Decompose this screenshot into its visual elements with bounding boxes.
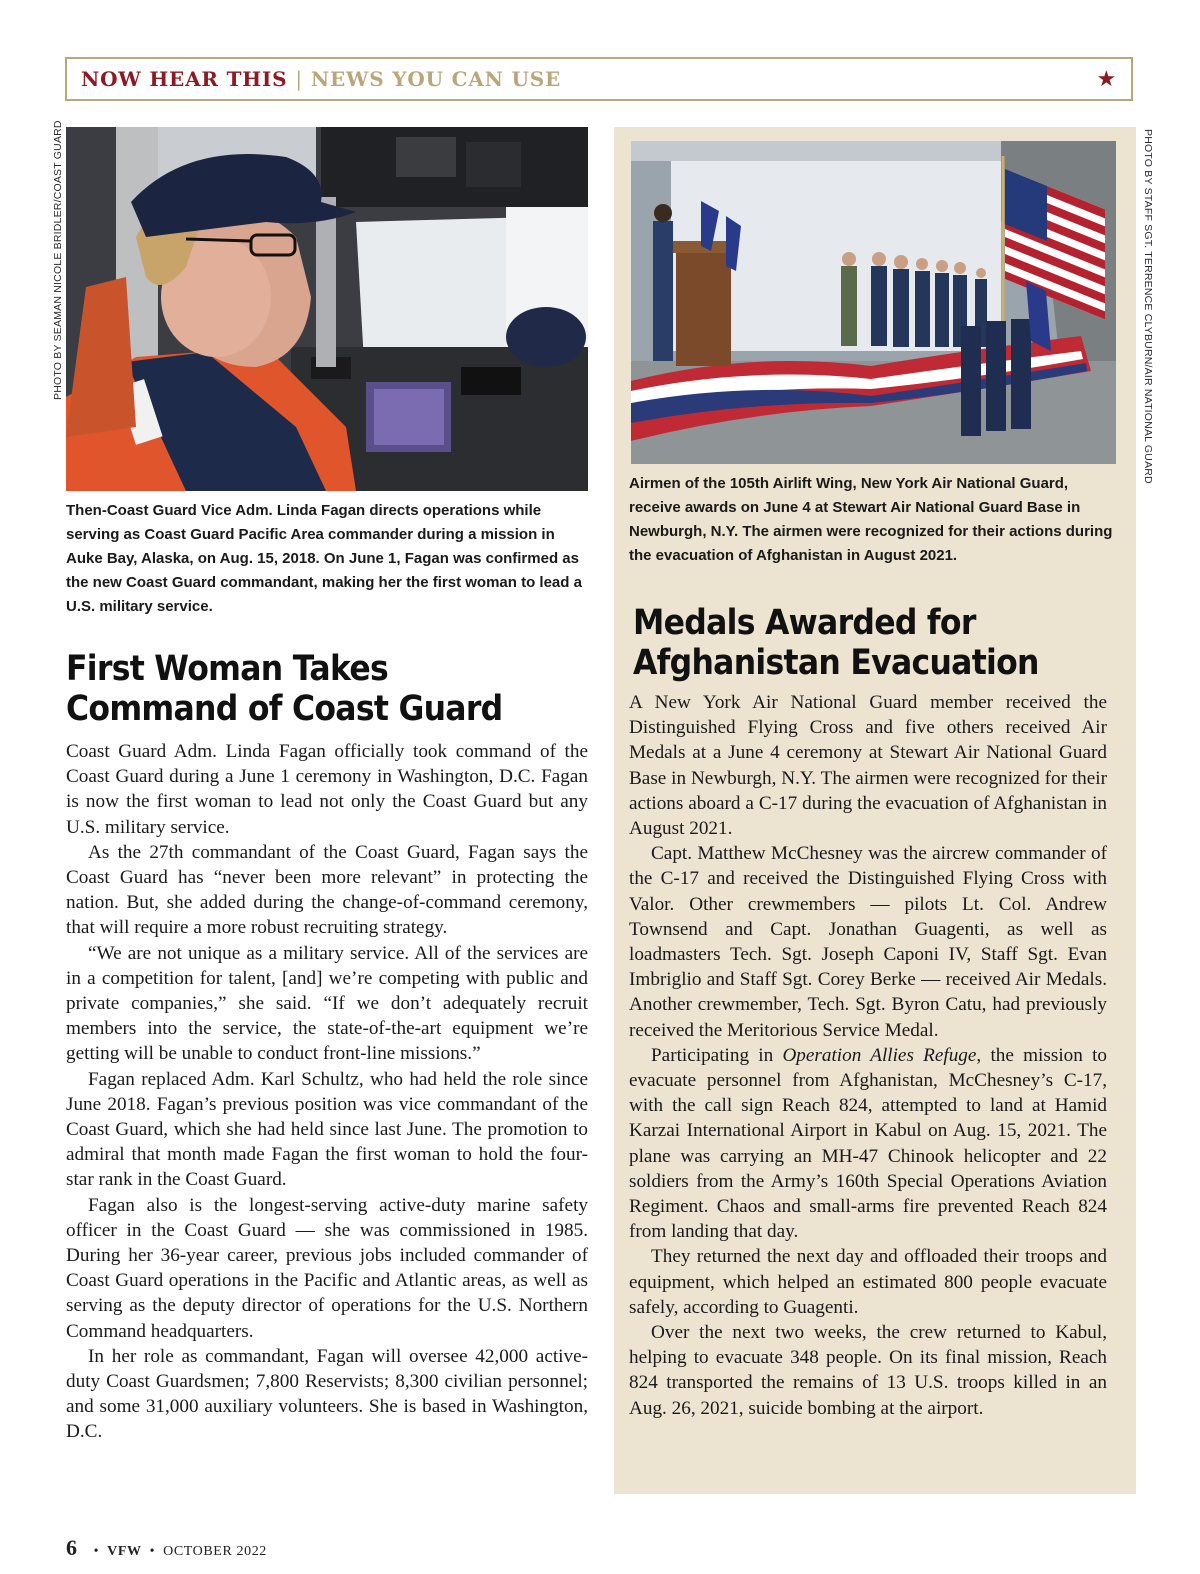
headline-right-line1: Medals Awarded for: [633, 603, 976, 643]
section-subtitle: NEWS YOU CAN USE: [310, 67, 562, 91]
operation-name: Operation Allies Refuge: [782, 1044, 977, 1066]
paragraph: A New York Air National Guard member received the Distinguished Flying Cross and five others received Air Medals at a June 4 ceremony at Stewart Air National Guard Base in Newburgh, N.Y. The airmen were recognized for their actions aboard a C-17 during the evacuation of Afghanistan in August 2021.: [629, 692, 1107, 840]
headline-left-line1: First Woman Takes: [66, 649, 389, 689]
headline-right: [633, 603, 1137, 683]
issue-date: OCTOBER 2022: [163, 1544, 267, 1559]
paragraph-text: Participating in: [651, 1044, 783, 1066]
magazine-name: VFW: [107, 1544, 142, 1559]
paragraph: In her role as commandant, Fagan will oversee 42,000 active-duty Coast Guardsmen; 7,800 Reservists; 8,300 civilian personnel; and some 31,000 auxiliary volunteers. She is based in Washington, D.C.: [66, 1345, 588, 1443]
paragraph: “We are not unique as a military service. All of the services are in a competition for talent, [and] we’re competing with public and private companies,” she said. “If we don’t adequately recruit members into the service, the state-of-the-art equipment we’re getting will be unable to conduct front-line missions.”: [66, 942, 588, 1065]
paragraph: They returned the next day and offloaded their troops and equipment, which helped an estimated 800 people evacuate safely, according to Guagenti.: [629, 1246, 1107, 1318]
paragraph: Fagan also is the longest-serving active-duty marine safety officer in the Coast Guard — she was commissioned in 1985. During her 36-year career, previous jobs included commander of Coast Guard operations in the Pacific and Atlantic areas, as well as serving as the deputy director of operations for the U.S. Northern Command headquarters.: [66, 1194, 588, 1342]
banner-separator: |: [295, 67, 303, 91]
section-title: NOW HEAR THIS: [81, 67, 288, 91]
paragraph: Fagan replaced Adm. Karl Schultz, who had held the role since June 2018. Fagan’s previous position was vice commandant of the Coast Guard, which she had held since last June. The promotion to admiral that month made Fagan the first woman to hold the four-star rank in the Coast Guard.: [66, 1068, 588, 1191]
headline-right-line2: Afghanistan Evacuation: [633, 643, 1039, 683]
paragraph: Over the next two weeks, the crew returned to Kabul, helping to evacuate 348 people. On its final mission, Reach 824 transported the remains of 13 U.S. troops killed in an Aug. 26, 2021, suicide bombing at the airport.: [629, 1322, 1107, 1419]
photo-caption-right: Airmen of the 105th Airlift Wing, New York Air National Guard, receive awards on June 4 at Stewart Air National Guard Base in Newburgh, N.Y. The airmen were recognized for their actions during the evacuation of Afghanistan in August 2021.: [629, 475, 1113, 564]
photo-credit-right: PHOTO BY STAFF SGT. TERRENCE CLYBURN/AIR NATIONAL GUARD: [1142, 129, 1154, 484]
article-body-left: [66, 739, 588, 1445]
star-icon: ★: [1096, 66, 1117, 92]
page-footer: [66, 1535, 267, 1561]
footer-bullet: •: [93, 1544, 100, 1559]
paragraph-text: , the mission to evacuate personnel from Afghanistan, McChesney’s C-17, with the call sign Reach 824, attempted to land at Hamid Karzai International Airport in Kabul on Aug. 15, 2021. The plane was carrying an MH-47 Chinook helicopter and 22 soldiers from the Army’s 160th Special Operations Aviation Regiment. Chaos and small-arms fire prevented Reach 824 from landing that day.: [629, 1044, 1107, 1243]
section-banner: [65, 57, 1133, 101]
paragraph: As the 27th commandant of the Coast Guard, Fagan says the Coast Guard has “never been more relevant” in protecting the nation. But, she added during the change-of-command ceremony, that will require a more robust recruiting strategy.: [66, 841, 588, 939]
paragraph: Capt. Matthew McChesney was the aircrew commander of the C-17 and received the Distinguished Flying Cross with Valor. Other crewmembers — pilots Lt. Col. Andrew Townsend and Capt. Jonathan Guagenti, as well as loadmasters Tech. Sgt. Joseph Caponi IV, Staff Sgt. Evan Imbriglio and Staff Sgt. Corey Berke — received Air Medals. Another crewmember, Tech. Sgt. Byron Catu, had previously received the Meritorious Service Medal.: [629, 843, 1107, 1041]
paragraph: [629, 1043, 1107, 1245]
article-body-right: [629, 690, 1107, 1421]
paragraph: Coast Guard Adm. Linda Fagan officially took command of the Coast Guard during a June 1 ceremony in Washington, D.C. Fagan is now the first woman to lead not only the Coast Guard but any U.S. military service.: [66, 741, 588, 838]
photo-credit-left: PHOTO BY SEAMAN NICOLE BRIDLER/COAST GUARD: [52, 120, 64, 400]
photo-caption-left: Then-Coast Guard Vice Adm. Linda Fagan directs operations while serving as Coast Guard Pacific Area commander during a mission in Auke Bay, Alaska, on Aug. 15, 2018. On June 1, Fagan was confirmed as the new Coast Guard commandant, making her the first woman to lead a U.S. military service.: [66, 502, 582, 615]
headline-left: [66, 649, 588, 729]
page-number: 6: [66, 1535, 78, 1560]
headline-left-line2: Command of Coast Guard: [66, 689, 503, 729]
air-national-guard-photo: [631, 141, 1116, 464]
coast-guard-photo: [66, 127, 588, 491]
footer-bullet: •: [149, 1544, 156, 1559]
